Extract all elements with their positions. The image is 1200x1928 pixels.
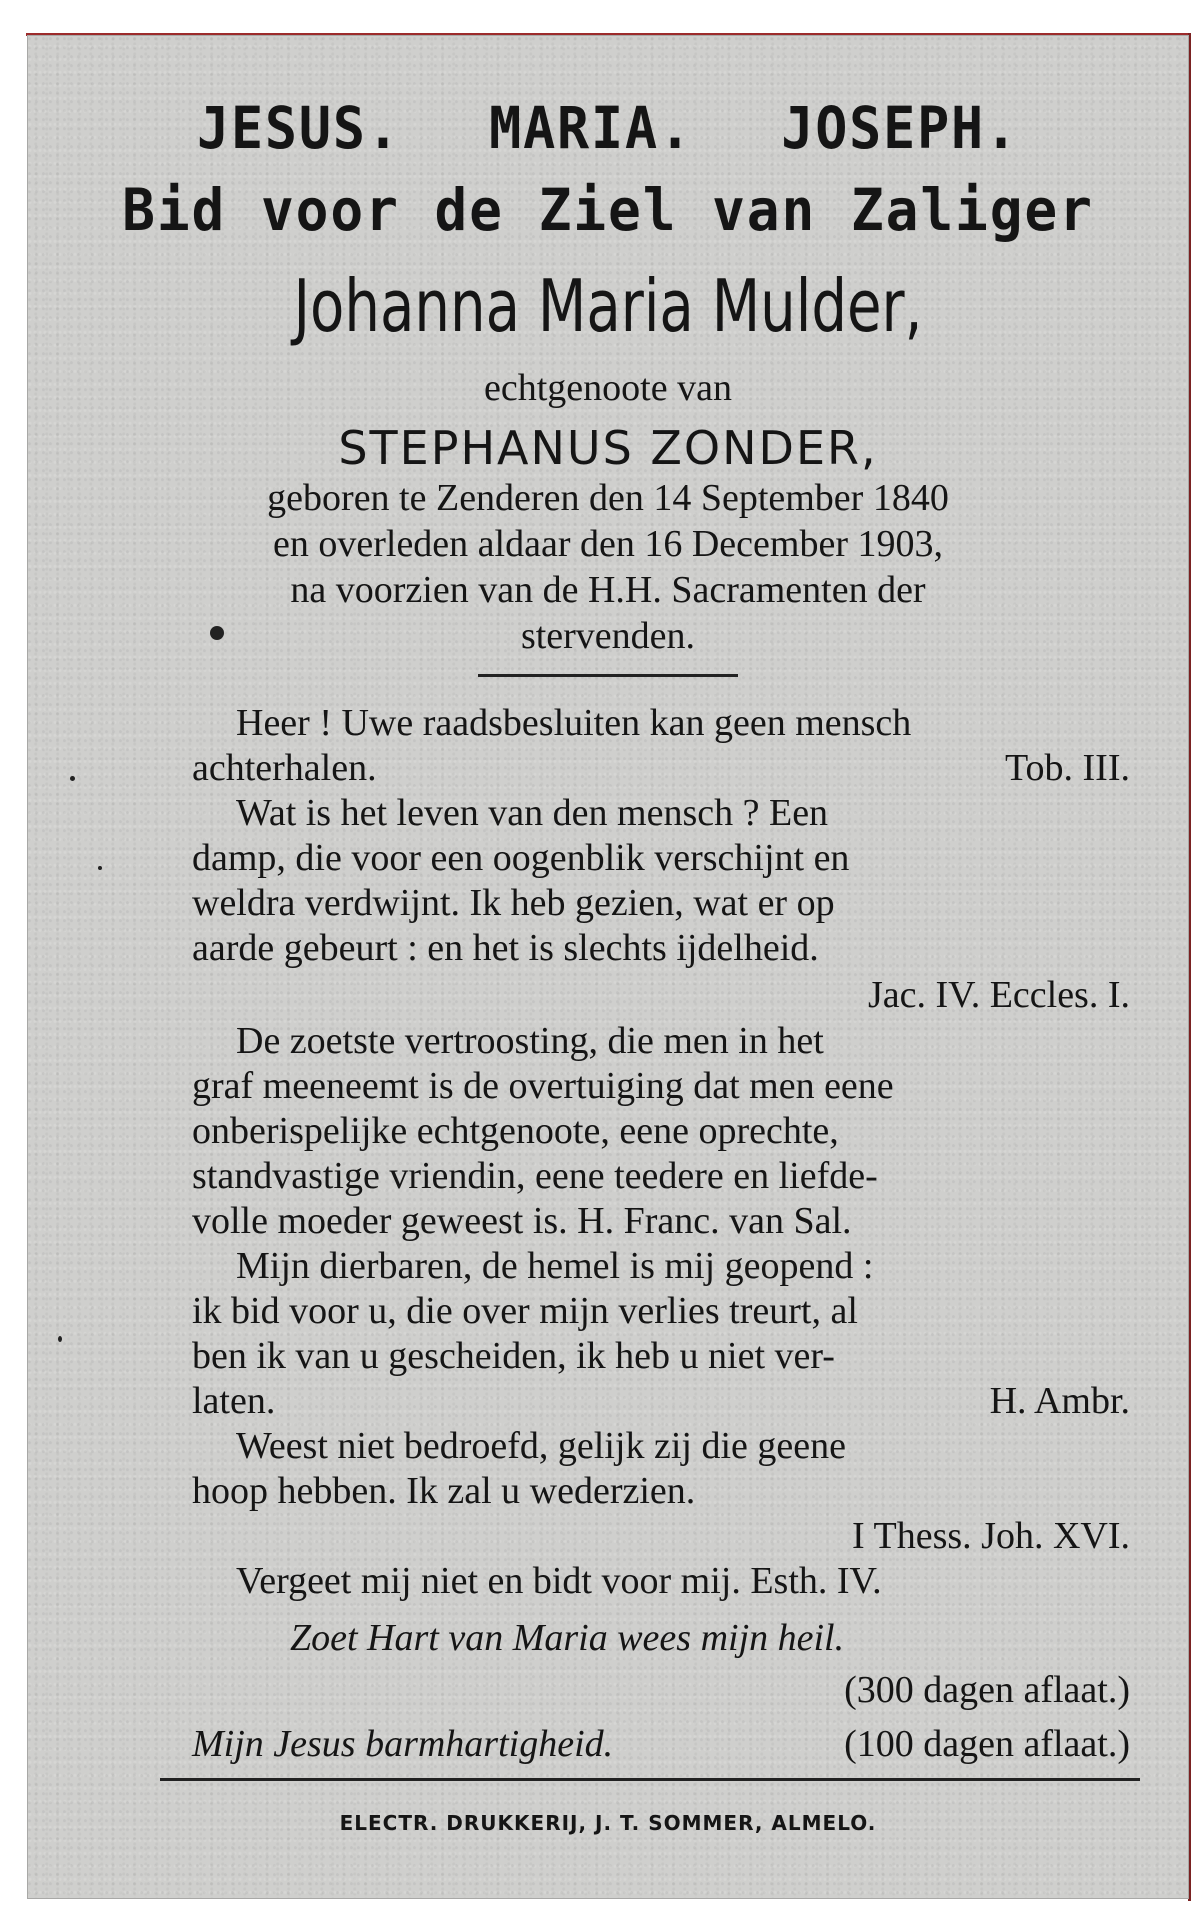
biography-line: stervenden. — [520, 615, 696, 657]
verse-line: aarde gebeurt : en het is slechts ijdelheid. — [192, 927, 819, 969]
footer-rule — [160, 1778, 1140, 1781]
verse-line: hoop hebben. Ik zal u wederzien. — [192, 1470, 696, 1512]
verse-line: weldra verdwijnt. Ik heb gezien, wat er op — [192, 882, 835, 924]
biography-line: geboren te Zenderen den 14 September 1840 — [267, 477, 949, 519]
verse-line: Wat is het leven van den mensch ? Een — [236, 792, 829, 834]
printer-credit: ELECTR. DRUKKERIJ, J. T. SOMMER, ALMELO. — [339, 1811, 877, 1835]
biography-line: na voorzien van de H.H. Sacramenten der — [290, 569, 926, 611]
verse-line: Mijn dierbaren, de hemel is mij geopend : — [236, 1245, 874, 1287]
holy-family-heading — [74, 94, 1141, 162]
heading-maria: MARIA. — [489, 94, 693, 162]
verse-line: ik bid voor u, die over mijn verlies treurt, al — [192, 1290, 858, 1332]
verse-reference: Tob. III. — [1004, 747, 1130, 789]
verse-reference: I Thess. Joh. XVI. — [852, 1515, 1130, 1557]
verse-line: De zoetste vertroosting, die men in het — [236, 1020, 824, 1062]
spouse-intro: echtgenoote van — [484, 367, 732, 409]
biography-line: en overleden aldaar den 16 December 1903, — [273, 523, 943, 565]
indulgence-prayer: Zoet Hart van Maria wees mijn heil. — [290, 1617, 845, 1659]
ink-speck — [98, 866, 102, 870]
indulgence-prayer: Mijn Jesus barmhartigheid. — [192, 1723, 614, 1765]
verse-line: Heer ! Uwe raadsbesluiten kan geen mensch — [236, 702, 912, 744]
spouse-name: STEPHANUS ZONDER, — [338, 421, 878, 475]
verse-line: Weest niet bedroefd, gelijk zij die geene — [236, 1425, 846, 1467]
ink-speck — [70, 776, 75, 781]
verse-line: laten. — [192, 1380, 276, 1422]
verse-line: volle moeder geweest is. H. Franc. van Sal. — [192, 1200, 852, 1242]
verse-line: achterhalen. — [192, 747, 377, 789]
verse-line: damp, die voor een oogenblik verschijnt en — [192, 837, 850, 879]
verse-line: standvastige vriendin, eene teedere en liefde- — [192, 1155, 878, 1197]
ink-speck — [58, 1336, 62, 1342]
memorial-card — [28, 36, 1188, 1898]
prayer-heading: Bid voor de Ziel van Zaliger — [122, 176, 1094, 244]
verse-line: ben ik van u gescheiden, ik heb u niet ver- — [192, 1335, 835, 1377]
indulgence-days: (300 dagen aflaat.) — [844, 1669, 1130, 1711]
card-right-border — [1188, 33, 1191, 1901]
indulgence-days: (100 dagen aflaat.) — [844, 1723, 1130, 1765]
divider-rule — [478, 674, 738, 677]
verse-reference: Jac. IV. Eccles. I. — [867, 974, 1130, 1016]
verse-line: Vergeet mij niet en bidt voor mij. Esth. IV. — [236, 1560, 882, 1602]
verse-reference: H. Ambr. — [989, 1380, 1130, 1422]
heading-jesus: JESUS. — [197, 94, 401, 162]
deceased-name: Johanna Maria Mulder, — [293, 264, 923, 348]
verse-line: graf meeneemt is de overtuiging dat men eene — [192, 1065, 894, 1107]
heading-joseph: JOSEPH. — [781, 94, 1019, 162]
ink-speck — [210, 626, 224, 640]
verse-line: onberispelijke echtgenoote, eene oprechte, — [192, 1110, 839, 1152]
